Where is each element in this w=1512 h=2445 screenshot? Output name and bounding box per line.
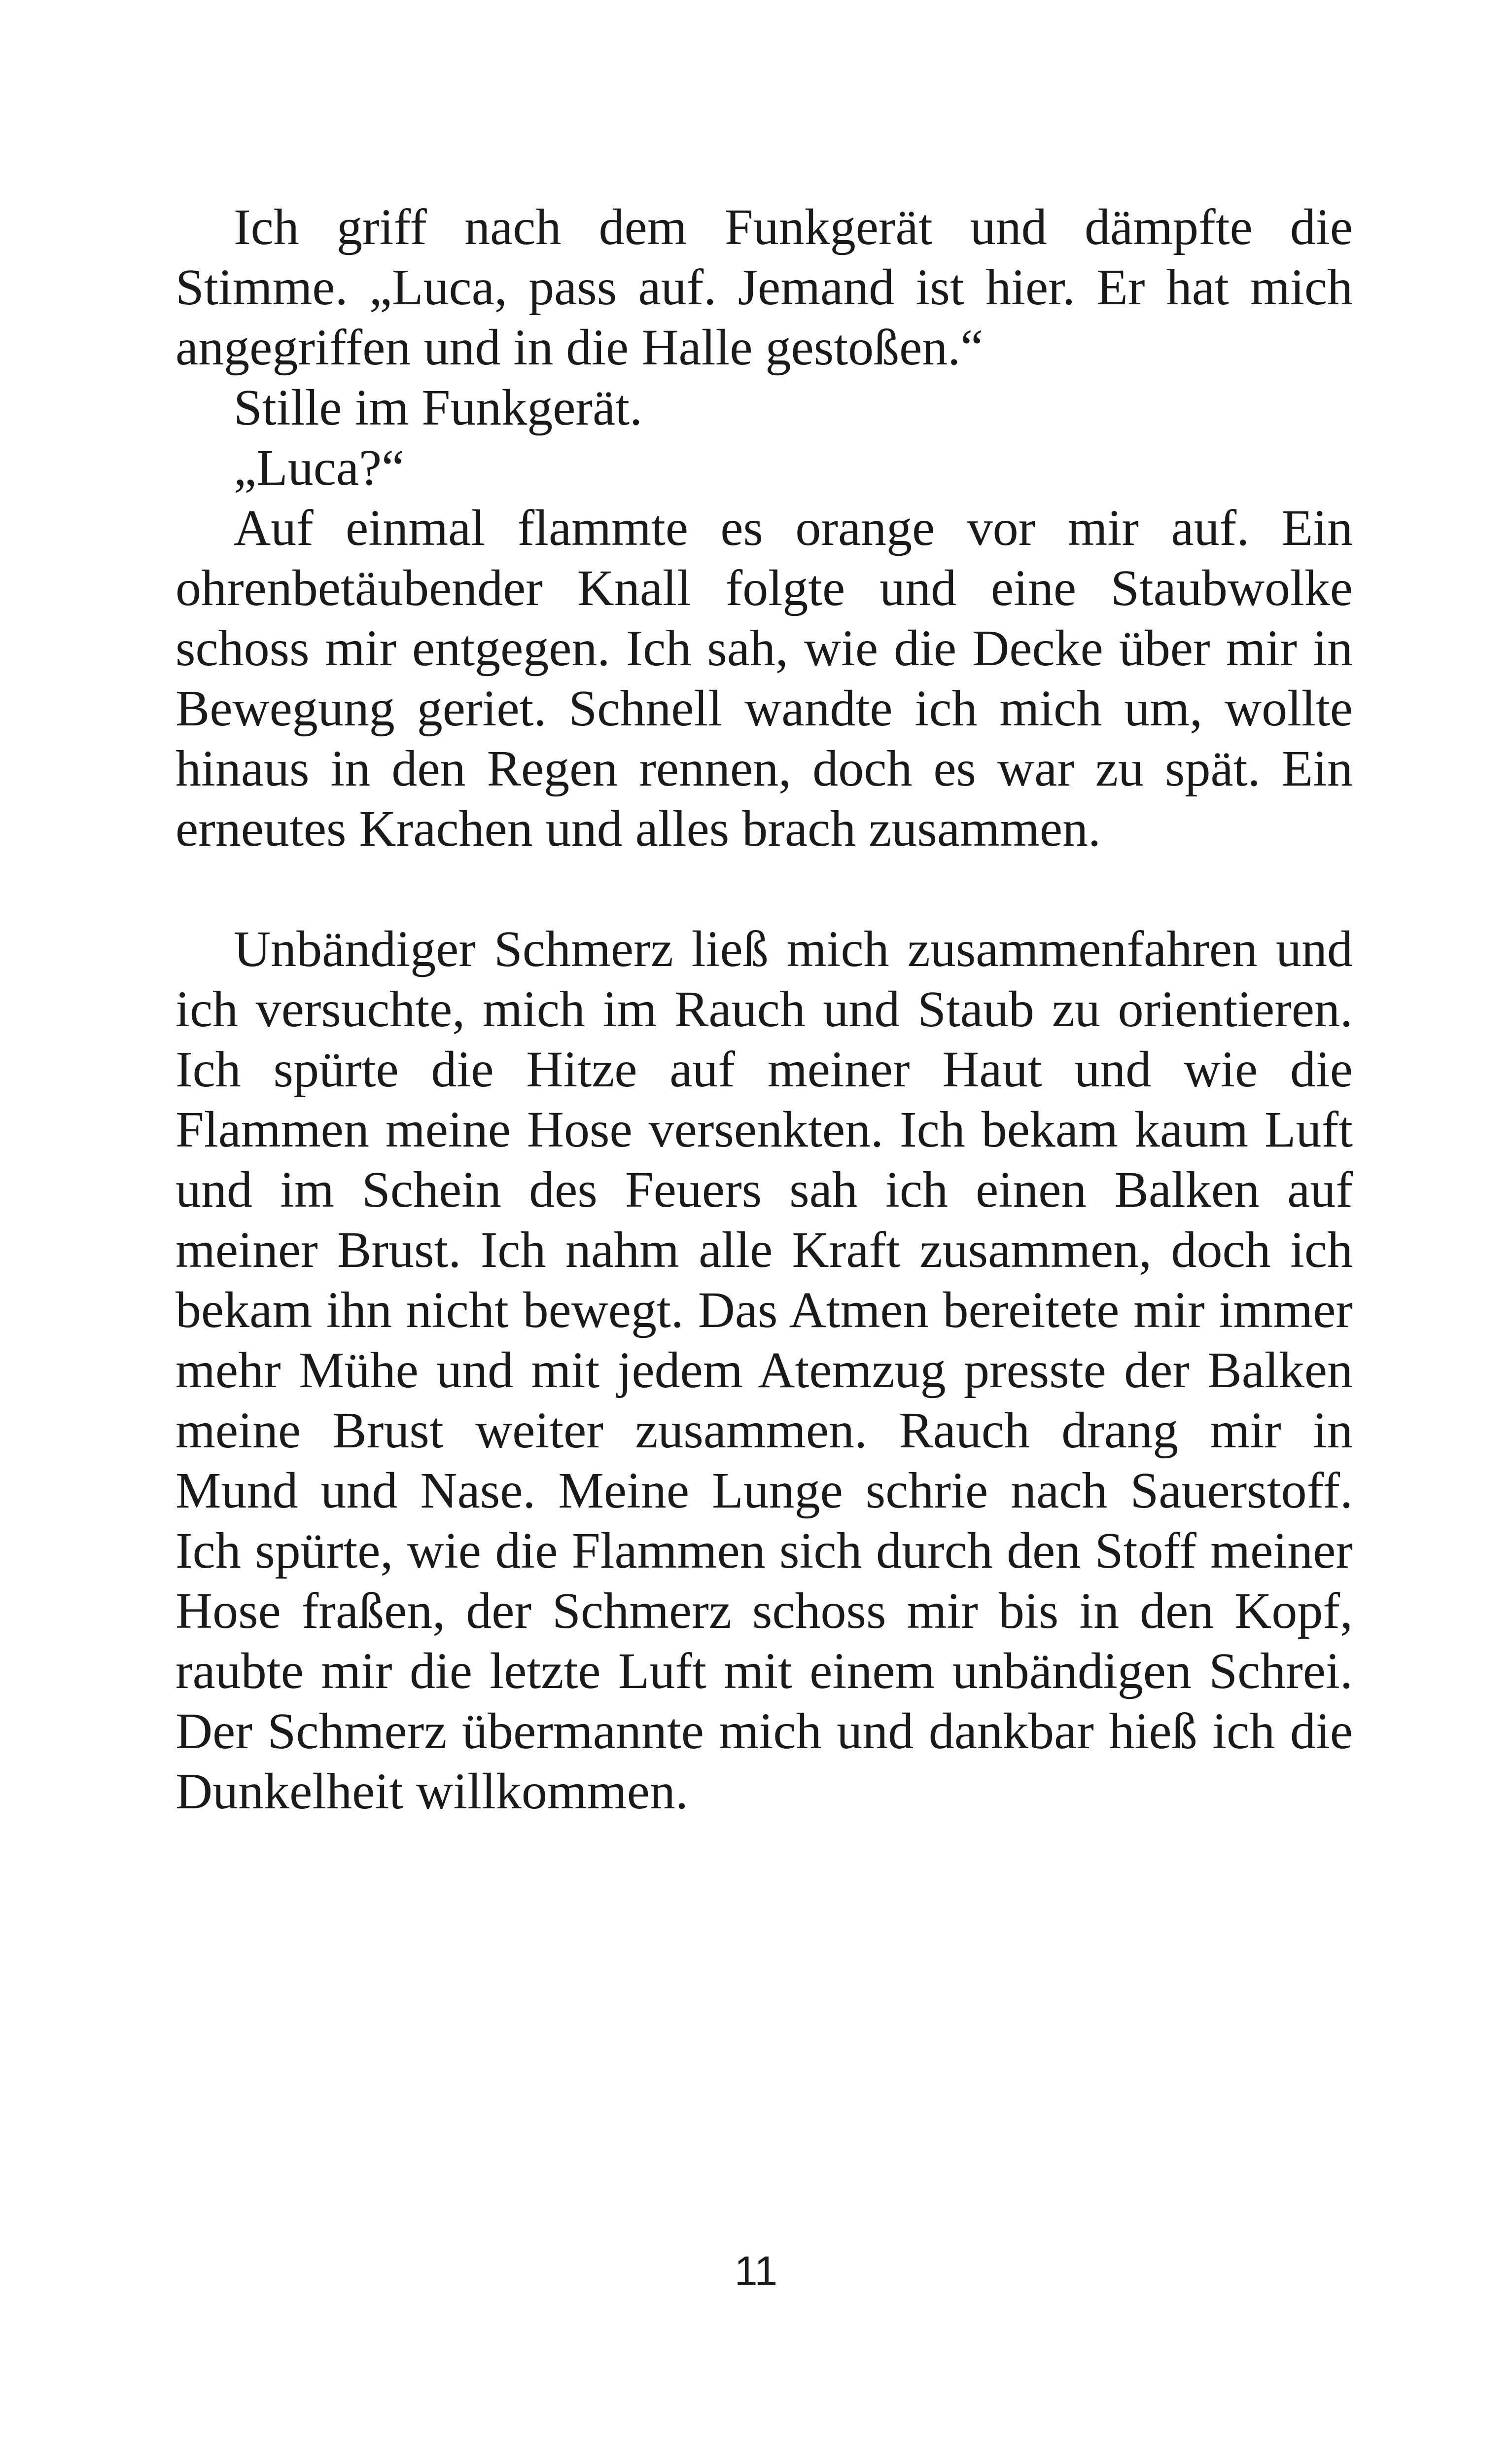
paragraph-luca-question: „Luca?“	[234, 439, 405, 496]
paragraph-pain: Unbändiger Schmerz ließ mich zusammenfahren und ich versuchte, mich im Rauch und Staub zu orientieren. Ich spürte die Hitze auf meiner Haut und wie die Flammen meine Hose versenkten. Ich bekam kaum Luft und im Schein des Feuers sah ich einen Balken auf meiner Brust. Ich nahm alle Kraft zusammen, doch ich bekam ihn nicht bewegt. Das Atmen bereitete mir immer mehr Mühe und mit jedem Atemzug presste der Balken meine Brust weiter zusammen. Rauch drang mir in Mund und Nase. Meine Lunge schrie nach Sauerstoff. Ich spürte, wie die Flammen sich durch den Stoff meiner Hose fraßen, der Schmerz schoss mir bis in den Kopf, raubte mir die letzte Luft mit einem unbändigen Schrei. Der Schmerz übermannte mich und dankbar hieß ich die Dunkelheit willkommen.	[176, 921, 1353, 1820]
paragraph-radio-call: Ich griff nach dem Funkgerät und dämpfte die Stimme. „Luca, pass auf. Jemand ist hier. Er hat mich angegriffen und in die Halle gestoßen.“	[176, 199, 1353, 376]
paragraph-silence: Stille im Funkgerät.	[234, 379, 643, 436]
paragraph-explosion: Auf einmal flammte es orange vor mir auf. Ein ohrenbetäubender Knall folgte und eine Staubwolke schoss mir entgegen. Ich sah, wie die Decke über mir in Bewegung geriet. Schnell wandte ich mich um, wollte hinaus in den Regen rennen, doch es war zu spät. Ein erneutes Krachen und alles brach zusammen.	[176, 500, 1353, 857]
body-text	[176, 197, 1353, 1822]
section-break	[176, 859, 1353, 919]
page-number: 11	[734, 2248, 778, 2294]
